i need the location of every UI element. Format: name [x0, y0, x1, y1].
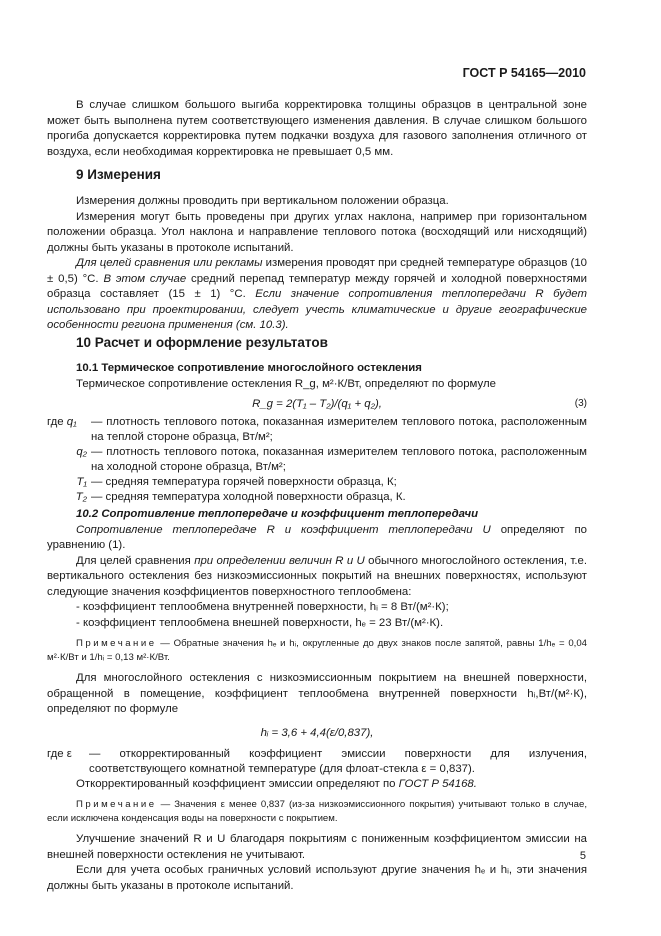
p3-italic-3: Если значение сопротивления теплопередачи R будет использовано при проектировании, следует учесть климатические и другие географические особенности региона применения (см. 10.3).: [47, 288, 587, 331]
def-t1-symbol: T₁: [76, 476, 87, 488]
epsilon-text: — откорректированный коэффициент эмиссии поверхности для излучения, соответствующего комнатной температуре (для флоат-стекла ε = 0,837).: [89, 747, 587, 775]
epsilon-definition: [47, 747, 587, 777]
def-q2-symbol: q₂: [76, 446, 87, 458]
where-label: где q₁: [47, 416, 77, 428]
page-number: 5: [579, 850, 586, 862]
p3-italic-2: В этом случае: [103, 272, 187, 285]
document-header-id: ГОСТ Р 54165—2010: [462, 66, 586, 80]
note-1: Примечание — Обратные значения hₑ и hᵢ, округленные до двух знаков после запятой, равны 1/hₑ = 0,04 м²·К/Вт и 1/hᵢ = 0,13 м²·К/Вт.: [47, 638, 587, 663]
epsilon-symbol: где ε: [47, 747, 72, 760]
section-9-paragraph-3: [47, 256, 587, 334]
def-t2: — средняя температура холодной поверхности образца, К.: [91, 491, 406, 503]
def-q1: — плотность теплового потока, показанная измерителем теплового потока, расположенным на теплой стороне образца, Вт/м²;: [91, 416, 587, 443]
coefficient-bullet-1: - коэффициент теплообмена внутренней поверхности, hᵢ = 8 Вт/(м²·К);: [76, 601, 449, 613]
subsection-10-2-paragraph-5: Улучшение значений R и U благодаря покрытиям с пониженным коэффициентом эмиссии на внешней поверхности остекления не учитывают.: [47, 833, 587, 861]
section-10-title: 10 Расчет и оформление результатов: [76, 335, 328, 350]
def-t1: — средняя температура горячей поверхности образца, К;: [91, 476, 397, 488]
formula-3: [47, 396, 587, 412]
subsection-10-2-paragraph-6: Если для учета особых граничных условий используют другие значения hₑ и hᵢ, эти значения должны быть указаны в протоколе испытаний.: [47, 864, 587, 892]
definitions-list: [47, 415, 587, 505]
formula-3-text: R_g = 2(T₁ – T₂)/(q₁ + q₂),: [252, 398, 382, 410]
subsection-10-2-paragraph-2: Для целей сравнения при определении величин R и U обычного многослойного остекления, т.е. вертикального остекления без низкоэмиссионных покрытий на внешних поверхностях, используют следующие значения коэффициентов поверхностного теплообмена:: [47, 554, 587, 598]
section-9-title: 9 Измерения: [76, 167, 161, 182]
p3-text-1: измерения проводят при средней температуре образцов (10 ± 0,5) °С.: [47, 257, 588, 285]
p3-italic-1: Для целей сравнения или рекламы: [76, 257, 263, 269]
intro-paragraph: В случае слишком большого выгиба корректировка толщины образцов в центральной зоне может быть выполнена путем соответствующего изменения давления. В случае слишком большого прогиба допускается корректировка путем подкачки воздуха для газового заполнения отличного от воздуха, если необходимая корректировка не превышает 0,5 мм.: [47, 99, 587, 158]
section-9-paragraph-1: Измерения должны проводить при вертикальном положении образца.: [76, 195, 449, 207]
def-q2: — плотность теплового потока, показанная измерителем теплового потока, расположенным на холодной стороне образца, Вт/м²;: [91, 446, 587, 473]
subsection-10-2-paragraph-3: Для многослойного остекления с низкоэмиссионным покрытием на внешней поверхности, обращенной в помещение, коэффициент теплообмена внутренней поверхности hᵢ,Вт/(м²·К), определяют по формуле: [47, 672, 587, 715]
subsection-10-1-intro: Термическое сопротивление остекления R_g, м²·К/Вт, определяют по формуле: [76, 377, 496, 390]
formula-3-number: (3): [574, 398, 587, 409]
subsection-10-2-title: 10.2 Сопротивление теплопередаче и коэффициент теплопередачи: [76, 508, 479, 520]
formula-hi: hᵢ = 3,6 + 4,4(ε/0,837),: [260, 726, 374, 739]
subsection-10-1-title: 10.1 Термическое сопротивление многослойного остекления: [76, 362, 422, 374]
subsection-10-2-paragraph-4: Откорректированный коэффициент эмиссии определяют по ГОСТ Р 54168.: [76, 777, 477, 790]
coefficient-bullet-2: - коэффициент теплообмена внешней поверхности, hₑ = 23 Вт/(м²·К).: [76, 616, 444, 629]
subsection-10-2-paragraph-1: Сопротивление теплопередаче R и коэффициент теплопередачи U определяют по уравнению (1).: [47, 523, 587, 551]
section-9-paragraph-2: Измерения могут быть проведены при других углах наклона, например при горизонтальном положении образца. Угол наклона и направление теплового потока (восходящий или нисходящий) должны быть указаны в протоколе испытаний.: [47, 210, 587, 254]
def-t2-symbol: T₂: [75, 491, 87, 503]
note-2: Примечание — Значения ε менее 0,837 (из-за низкоэмиссионного покрытия) учитывают только в случае, если исключена конденсация воды на поверхности с покрытием.: [47, 799, 587, 824]
p3-text-2: средний перепад температур между горячей и холодной поверхностями образца составляет (15 ± 1) °С.: [47, 272, 587, 300]
